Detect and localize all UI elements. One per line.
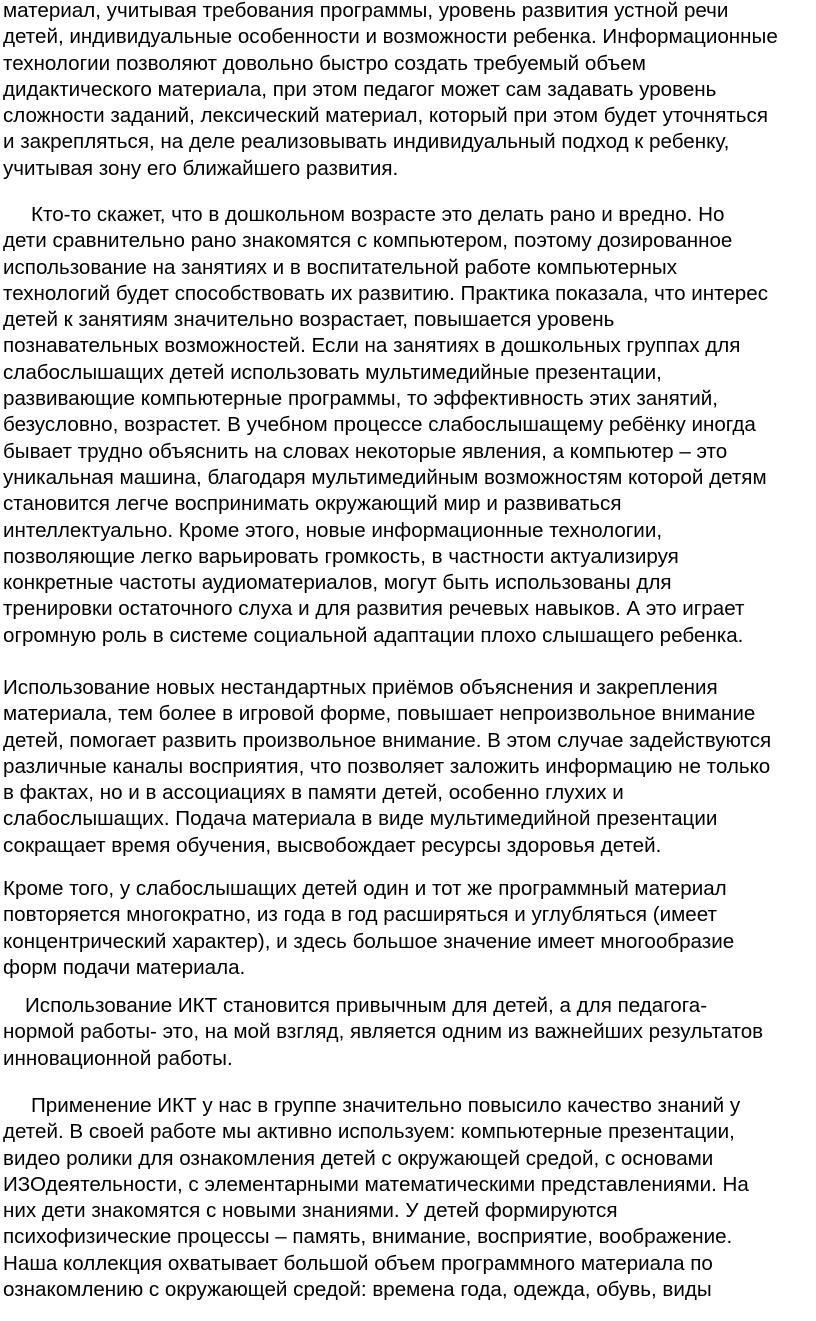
text-line: конкретные частоты аудиоматериалов, могут быть использованы для [3, 571, 672, 595]
text-line: повторяется многократно, из года в год расширяться и углубляться (имеет [3, 903, 717, 927]
text-line: использование на занятиях и в воспитательной работе компьютерных [3, 255, 678, 279]
text-line: детей, индивидуальные особенности и возможности ребенка. Информационные [3, 25, 778, 49]
text-line: Использование новых нестандартных приёмов объяснения и закрепления [3, 676, 718, 699]
text-line: нормой работы- это, на мой взгляд, является одним из важнейших результатов [3, 1020, 764, 1044]
text-line: концентрический характер), и здесь большое значение имеет многообразие [3, 929, 735, 953]
text-line: бывает трудно объяснить на словах некоторые явления, а компьютер – это [3, 439, 728, 463]
text-line: психофизические процессы – память, внимание, восприятие, воображение. [3, 1225, 733, 1249]
text-line: слабослышащих. Подача материала в виде мультимедийной презентации [3, 807, 718, 831]
text-line: Наша коллекция охватывает большой объем программного материала по [3, 1251, 713, 1275]
paragraph-6 [3, 1093, 815, 1303]
text-line: ИЗОдеятельности, с элементарными математическими представлениями. На [3, 1172, 749, 1196]
text-line: Использование ИКТ становится привычным для детей, а для педагога- [25, 994, 708, 1017]
text-line: Применение ИКТ у нас в группе значительно повысило качество знаний у [31, 1094, 741, 1117]
text-line: инновационной работы. [3, 1046, 233, 1070]
text-line: ознакомлению с окружающей средой: времена года, одежда, обувь, виды [3, 1278, 712, 1302]
text-line: детей к занятиям значительно возрастает, повышается уровень [3, 308, 615, 332]
text-line: детей. В своей работе мы активно используем: компьютерные презентации, [3, 1120, 735, 1144]
paragraph-1 [3, 0, 815, 182]
text-line: учитывая зону его ближайшего развития. [3, 156, 399, 180]
text-line: безусловно, возрастет. В учебном процессе слабослышащему ребёнку иногда [3, 413, 756, 437]
text-line: интеллектуально. Кроме этого, новые информационные технологии, [3, 518, 663, 542]
text-line: становится легче воспринимать окружающий мир и развиваться [3, 492, 622, 516]
text-line: слабослышащих детей использовать мультимедийные презентации, [3, 360, 662, 384]
text-line: детей, помогает развить произвольное внимание. В этом случае задействуются [3, 728, 772, 752]
text-line: технологий будет способствовать их развитию. Практика показала, что интерес [3, 281, 769, 305]
text-line: развивающие компьютерные программы, то эффективность этих занятий, [3, 387, 718, 411]
text-line: в фактах, но и в ассоциациях в памяти детей, особенно глухих и [3, 781, 624, 805]
paragraph-3 [3, 675, 815, 859]
text-line: них дети знакомятся с новыми знаниями. У детей формируются [3, 1199, 618, 1223]
text-line: познавательных возможностей. Если на занятиях в дошкольных группах для [3, 334, 741, 358]
paragraph-2 [3, 202, 815, 649]
text-line: сложности заданий, лексический материал, который при этом будет уточняться [3, 104, 768, 128]
paragraph-5 [3, 993, 815, 1072]
text-line: технологии позволяют довольно быстро создать требуемый объем [3, 51, 646, 75]
text-line: позволяющие легко варьировать громкость, в частности актуализируя [3, 544, 679, 568]
text-line: дидактического материала, при этом педагог может сам задавать уровень [3, 77, 717, 101]
text-line: и закрепляться, на деле реализовывать индивидуальный подход к ребенку, [3, 130, 730, 154]
text-line: различные каналы восприятия, что позволяет заложить информацию не только [3, 754, 771, 778]
text-line: огромную роль в системе социальной адаптации плохо слышащего ребенка. [3, 623, 744, 647]
text-line: дети сравнительно рано знакомятся с компьютером, поэтому дозированное [3, 229, 733, 253]
text-line: Кроме того, у слабослышащих детей один и тот же программный материал [3, 877, 727, 900]
paragraph-4 [3, 876, 815, 981]
text-line: материал, учитывая требования программы, уровень развития устной речи [3, 0, 729, 22]
text-line: уникальная машина, благодаря мультимедийным возможностям которой детям [3, 465, 767, 489]
text-line: форм подачи материала. [3, 955, 246, 979]
text-line: Кто-то скажет, что в дошкольном возрасте это делать рано и вредно. Но [31, 203, 725, 226]
text-line: тренировки остаточного слуха и для развития речевых навыков. А это играет [3, 597, 745, 621]
text-line: сокращает время обучения, высвобождает ресурсы здоровья детей. [3, 833, 662, 857]
text-line: видео ролики для ознакомления детей с окружающей средой, с основами [3, 1146, 714, 1170]
text-line: материала, тем более в игровой форме, повышает непроизвольное внимание [3, 702, 756, 726]
